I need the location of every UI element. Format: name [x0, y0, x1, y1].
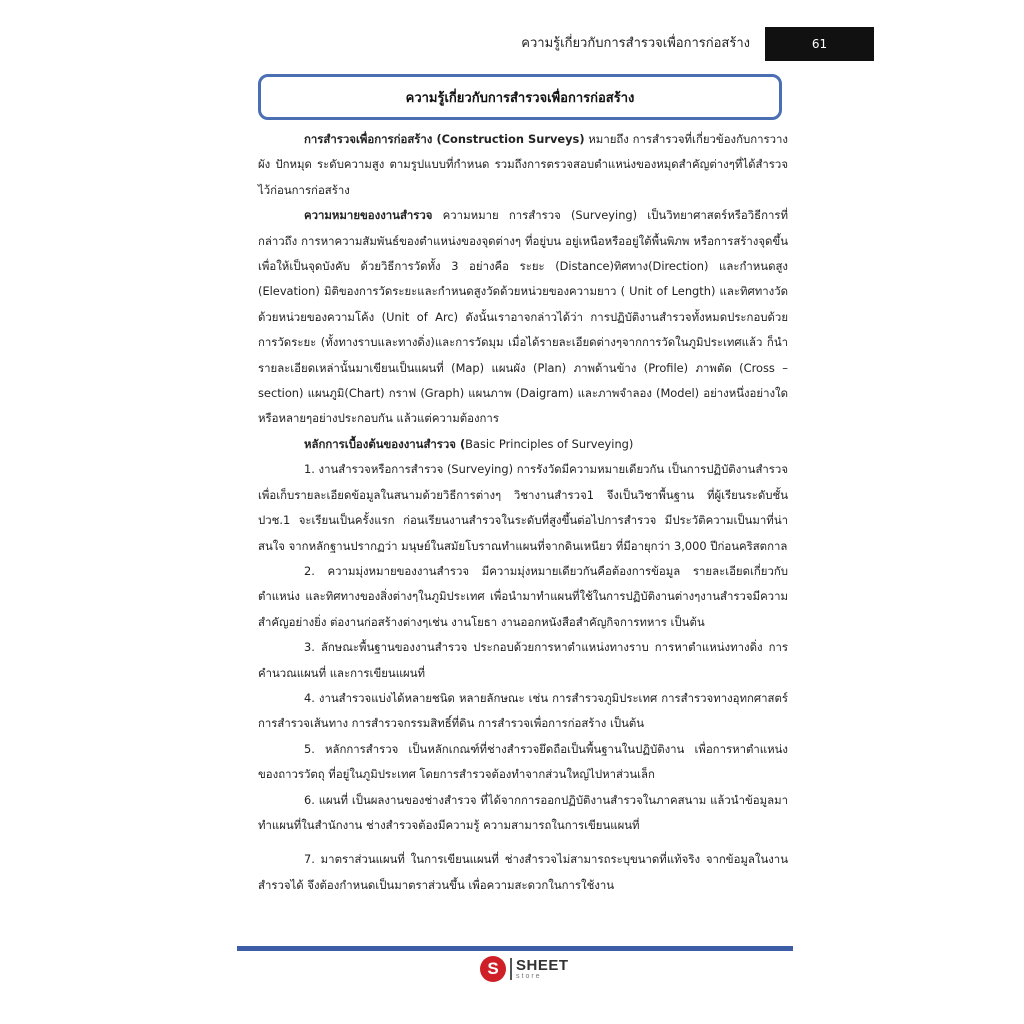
paragraph-gap	[258, 838, 788, 847]
intro-body: หมายถึง การสำรวจที่เกี่ยวข้องกับการวางผัง ปักหมุด ระดับความสูง ตามรูปแบบที่กำหนด รวมถึงการตรวจสอบตำแหน่งของหมุดสำคัญต่างๆที่ได้สำรวจไว้ก่อนการก่อสร้าง	[258, 132, 788, 197]
s-badge-icon: S	[480, 956, 506, 982]
principle-item-3: 3. ลักษณะพื้นฐานของงานสำรวจ ประกอบด้วยการหาตำแหน่งทางราบ การหาตำแหน่งทางดิ่ง การคำนวณแผนที่ และการเขียนแผนที่	[258, 640, 788, 680]
intro-heading: การสำรวจเพื่อการก่อสร้าง (Construction Surveys)	[304, 132, 585, 146]
principle-item-5: 5. หลักการสำรวจ เป็นหลักเกณฑ์ที่ช่างสำรวจยึดถือเป็นพื้นฐานในปฏิบัติงาน เพื่อการหาตำแหน่งของถาวรวัตถุ ที่อยู่ในภูมิประเทศ โดยการสำรวจต้องทำจากส่วนใหญ่ไปหาส่วนเล็ก	[258, 741, 788, 782]
meaning-heading: ความหมายของงานสำรวจ	[304, 208, 433, 223]
principle-item-2: 2. ความมุ่งหมายของงานสำรวจ มีความมุ่งหมายเดียวกันคือต้องการข้อมูล รายละเอียดเกี่ยวกับตำแหน่ง และทิศทางของสิ่งต่างๆในภูมิประเทศ เพื่อนำมาทำแผนที่ใช้ในการปฏิบัติงานต่างๆงานสำรวจมีความสำคัญอย่างยิ่ง ต่องานก่อสร้างต่างๆเช่น งานโยธา งานออกหนังสือสำคัญกิจการทหาร เป็นต้น	[258, 563, 788, 629]
principle-item-6: 6. แผนที่ เป็นผลงานของช่างสำรวจ ที่ได้จากการออกปฏิบัติงานสำรวจในภาคสนาม แล้วนำข้อมูลมาทำแผนที่ในสำนักงาน ช่างสำรวจต้องมีความรู้ ความสามารถในการเขียนแผนที่	[258, 792, 788, 832]
principles-heading-line	[258, 432, 788, 457]
document-body	[258, 127, 788, 898]
intro-paragraph	[258, 127, 788, 203]
sheet-store-logo	[480, 955, 569, 983]
meaning-paragraph	[258, 203, 788, 432]
meaning-body: ความหมาย การสำรวจ (Surveying) เป็นวิทยาศาสตร์หรือวิธีการที่กล่าวถึง การหาความสัมพันธ์ของตำแหน่งของจุดต่างๆ ที่อยู่บน อยู่เหนือหรืออยู่ใต้พื้นพิภพ หรือการสร้างจุดขึ้นเพื่อให้เป็นจุดบังคับ ด้วยวิธีการวัดทั้ง 3 อย่างคือ ระยะ (Distance)ทิศทาง(Direction) และกำหนดสูง (Elevation) มิติของการวัดระยะและกำหนดสูงวัดด้วยหน่วยของความยาว ( Unit of Length) และทิศทางวัดด้วยหน่วยของความโค้ง (Unit of Arc) ดังนั้นเราอาจกล่าวได้ว่า การปฏิบัติงานสำรวจทั้งหมดประกอบด้วยการวัดระยะ (ทั้งทางราบและทางดิ่ง)และการวัดมุม เมื่อได้รายละเอียดต่างๆจากการวัดในภูมิประเทศแล้ว ก็นำรายละเอียดเหล่านั้นมาเขียนเป็นแผนที่ (Map) แผนผัง (Plan) ภาพด้านข้าง (Profile) ภาพตัด (Cross – section) แผนภูมิ(Chart) กราฟ (Graph) แผนภาพ (Daigram) และภาพจำลอง (Model) อย่างหนึ่งอย่างใดหรือหลายๆอย่างประกอบกัน แล้วแต่ความต้องการ	[258, 208, 788, 426]
logo-divider	[510, 958, 512, 980]
page-number-box	[765, 27, 874, 61]
section-title-box	[258, 74, 782, 120]
principle-item-4: 4. งานสำรวจแบ่งได้หลายชนิด หลายลักษณะ เช่น การสำรวจภูมิประเทศ การสำรวจทางอุทกศาสตร์ การสำรวจเส้นทาง การสำรวจกรรมสิทธิ์ที่ดิน การสำรวจเพื่อการก่อสร้าง เป็นต้น	[258, 690, 788, 731]
logo-sub-text: store	[516, 973, 542, 980]
logo-text	[516, 958, 569, 980]
page-number: 61	[811, 37, 828, 51]
principle-item-1: 1. งานสำรวจหรือการสำรวจ (Surveying) การรังวัดมีความหมายเดียวกัน เป็นการปฏิบัติงานสำรวจ เพื่อเก็บรายละเอียดข้อมูลในสนามด้วยวิธีการต่างๆ วิชางานสำรวจ1 จึงเป็นวิชาพื้นฐาน ที่ผู้เรียนระดับชั้นปวช.1 จะเรียนเป็นครั้งแรก ก่อนเรียนงานสำรวจในระดับที่สูงขึ้นต่อไปการสำรวจ มีประวัติความเป็นมาที่น่าสนใจ จากหลักฐานปรากฏว่า มนุษย์ในสมัยโบราณทำแผนที่จากดินเหนียว ที่มีอายุกว่า 3,000 ปีก่อนคริสตกาล	[258, 462, 788, 553]
principles-heading: หลักการเบื้องต้นของงานสำรวจ (	[304, 436, 466, 451]
footer-rule	[237, 946, 793, 951]
principle-item-7: 7. มาตราส่วนแผนที่ ในการเขียนแผนที่ ช่างสำรวจไม่สามารถระบุขนาดที่แท้จริง จากข้อมูลในงานสำรวจได้ จึงต้องกำหนดเป็นมาตราส่วนขึ้น เพื่อความสะดวกในการใช้งาน	[258, 852, 788, 892]
section-title: ความรู้เกี่ยวกับการสำรวจเพื่อการก่อสร้าง	[405, 90, 635, 106]
principles-heading-en: Basic Principles of Surveying)	[465, 436, 634, 451]
running-header-title: ความรู้เกี่ยวกับการสำรวจเพื่อการก่อสร้าง	[521, 36, 750, 51]
logo-main-text: SHEET	[516, 957, 569, 974]
